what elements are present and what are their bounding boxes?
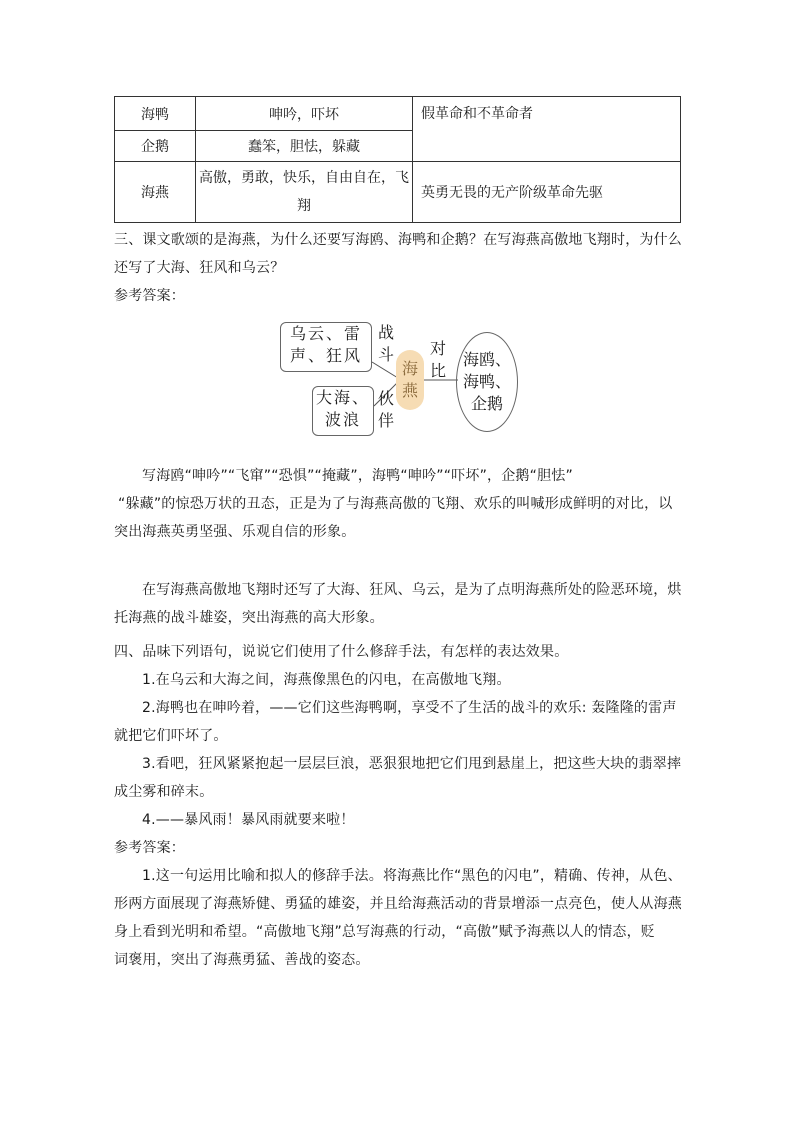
table-cell: 企鹅 xyxy=(115,131,196,162)
table-cell: 呻吟，吓坏 xyxy=(196,97,413,131)
oval-line: 海鸥、 xyxy=(462,350,511,369)
table-cell xyxy=(196,162,413,223)
answer-paragraph-2 xyxy=(114,576,682,632)
text-line: “躲藏”的惊恐万状的丑态，正是为了与海燕高傲的飞翔、欢乐的叫喊形成鲜明的对比，以 xyxy=(118,496,673,512)
table-cell: 海鸭 xyxy=(115,97,196,131)
label-char: 斗 xyxy=(377,345,394,364)
text-line: 写海鸥“呻吟”“飞窜”“恐惧”“掩藏”，海鸭“呻吟”“吓坏”，企鹅“胆怯” xyxy=(142,468,573,484)
text-line: 三、课文歌颂的是海燕，为什么还要写海鸥、海鸭和企鹅？在写海燕高傲地飞翔时，为什么 xyxy=(114,232,682,248)
text-line: 在写海燕高傲地飞翔时还写了大海、狂风、乌云，是为了点明海燕所处的险恶环境，烘 xyxy=(142,582,682,598)
text-line: 身上看到光明和希望。“高傲地飞翔”总写海燕的行动，“高傲”赋予海燕以人的情态，贬 xyxy=(114,924,656,940)
text-line: 形两方面展现了海燕矫健、勇猛的雄姿，并且给海燕活动的背景增添一点亮色，使人从海燕 xyxy=(114,896,682,912)
table-cell: 假革命和不革命者 xyxy=(413,97,681,162)
answer-label: 参考答案： xyxy=(114,840,185,856)
traits-line: 翔 xyxy=(297,198,311,214)
question-3 xyxy=(114,226,682,310)
text-line: 3.看吧，狂风紧紧抱起一层层巨浪，恶狠狠地把它们甩到悬崖上，把这些大块的翡翠摔 xyxy=(142,756,682,772)
text-line: 1.在乌云和大海之间，海燕像黑色的闪电，在高傲地飞翔。 xyxy=(142,672,511,688)
table-row xyxy=(115,97,681,131)
label-char: 伙 xyxy=(377,389,394,408)
text-line: 就把它们吓坏了。 xyxy=(114,728,228,744)
table-cell: 海燕 xyxy=(115,162,196,223)
answer-paragraph-1 xyxy=(114,462,682,546)
answer-label: 参考答案： xyxy=(114,288,185,304)
element-box-weather xyxy=(280,322,372,372)
traits-line: 高傲，勇敢，快乐，自由自在，飞 xyxy=(199,170,409,186)
text-line: 2.海鸭也在呻吟着，——它们这些海鸭啊，享受不了生活的战斗的欢乐: 轰隆隆的雷声 xyxy=(142,700,677,716)
oval-line: 企鹅 xyxy=(470,394,503,413)
text-line: 四、品味下列语句，说说它们使用了什么修辞手法，有怎样的表达效果。 xyxy=(114,644,569,660)
box-line: 声、狂风 xyxy=(289,346,362,365)
table-row xyxy=(115,162,681,223)
element-box-sea xyxy=(312,386,374,436)
question-4 xyxy=(114,638,682,974)
box-line: 波浪 xyxy=(324,410,361,429)
label-char: 对 xyxy=(429,339,446,358)
text-line: 1.这一句运用比喻和拟人的修辞手法。将海燕比作“黑色的闪电”，精确、传神，从色、 xyxy=(142,868,682,884)
center-petrel-node xyxy=(396,350,424,410)
label-char: 海 xyxy=(401,359,418,378)
relation-label-contrast xyxy=(428,338,448,382)
bird-comparison-table xyxy=(114,96,681,223)
table-cell: 英勇无畏的无产阶级革命先驱 xyxy=(413,162,681,223)
box-line: 大海、 xyxy=(315,388,370,407)
text-line: 词褒用，突出了海燕勇猛、善战的姿态。 xyxy=(114,952,370,968)
table-cell: 蠢笨，胆怯，躲藏 xyxy=(196,131,413,162)
text-line: 还写了大海、狂风和乌云？ xyxy=(114,260,285,276)
label-char: 比 xyxy=(429,361,446,380)
oval-line: 海鸭、 xyxy=(462,372,511,391)
box-line: 乌云、雷 xyxy=(289,324,362,343)
label-char: 伴 xyxy=(377,411,394,430)
text-line: 4.——暴风雨！暴风雨就要来啦！ xyxy=(142,812,355,828)
relationship-diagram xyxy=(278,320,518,440)
text-line: 托海燕的战斗雄姿，突出海燕的高大形象。 xyxy=(114,610,384,626)
traits-wrapped xyxy=(199,164,409,220)
text-line: 成尘雾和碎末。 xyxy=(114,784,214,800)
relation-label-partner xyxy=(376,388,396,432)
label-char: 战 xyxy=(377,323,394,342)
text-line: 突出海燕英勇坚强、乐观自信的形象。 xyxy=(114,524,356,540)
label-char: 燕 xyxy=(401,381,418,400)
relation-label-battle xyxy=(376,322,396,366)
element-oval-birds xyxy=(456,332,518,432)
